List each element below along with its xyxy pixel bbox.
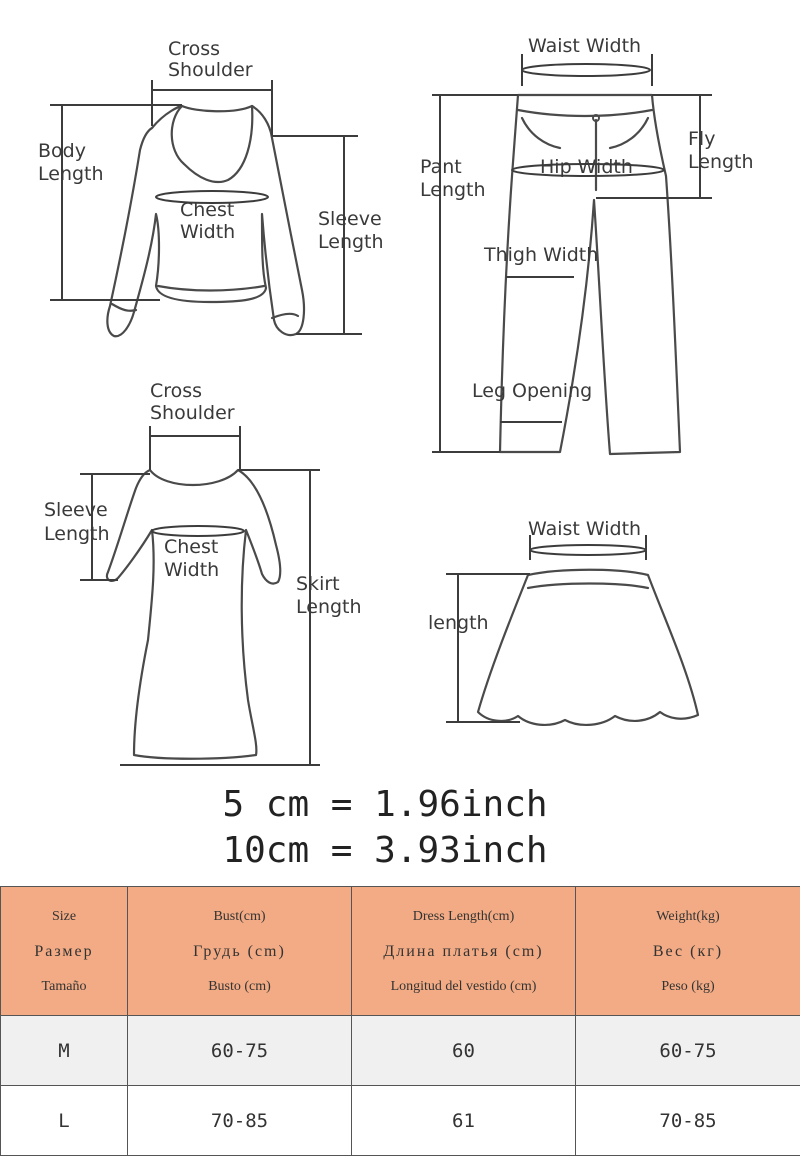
pants-diagram bbox=[420, 35, 754, 454]
pants-length-label-2: Length bbox=[420, 179, 486, 201]
table-row bbox=[1, 1016, 800, 1086]
cell-bust: 60-75 bbox=[128, 1016, 352, 1086]
dress-sleeve-length-label-1: Sleeve bbox=[44, 499, 108, 521]
pants-thigh-width-label: Thigh Width bbox=[484, 244, 599, 266]
header-dress-length-ru: Длина платья (cm) bbox=[383, 942, 544, 960]
pants-waist-ellipse bbox=[522, 64, 650, 76]
dress-skirt-length-label-2: Length bbox=[296, 596, 362, 618]
skirt-length-label: length bbox=[428, 612, 489, 634]
sweater-cross-shoulder-label-1: Cross bbox=[168, 38, 221, 60]
sweater-chest-width-label-1: Chest bbox=[180, 199, 235, 221]
dress-chest-width-label-1: Chest bbox=[164, 536, 219, 558]
table-row bbox=[1, 1086, 800, 1156]
header-dress-length-en: Dress Length(cm) bbox=[412, 908, 515, 924]
header-size-es: Tamaño bbox=[41, 978, 87, 994]
header-size-ru: Размер bbox=[34, 942, 94, 960]
dress-diagram bbox=[44, 380, 362, 765]
sweater-cross-shoulder-label-2: Shoulder bbox=[168, 59, 253, 81]
dress-skirt-length-label-1: Skirt bbox=[296, 573, 340, 595]
pants-fly-length-label-1: Fly bbox=[688, 128, 716, 150]
header-dress-length-es: Longitud del vestido (cm) bbox=[390, 978, 537, 994]
cell-size: L bbox=[1, 1086, 128, 1156]
header-weight-ru: Вес (кг) bbox=[652, 942, 724, 960]
sweater-body-length-label-2: Length bbox=[38, 163, 104, 185]
cell-dress-length: 60 bbox=[352, 1016, 576, 1086]
sweater-sleeve-length-label-1: Sleeve bbox=[318, 208, 382, 230]
skirt-waist-ellipse bbox=[530, 545, 646, 555]
pants-button bbox=[593, 115, 599, 121]
pants-fly-length-label-2: Length bbox=[688, 151, 754, 173]
pants-hip-width-label: Hip Width bbox=[540, 156, 633, 178]
dress-cross-shoulder-label-2: Shoulder bbox=[150, 402, 235, 424]
sweater-sleeve-length-label-2: Length bbox=[318, 231, 384, 253]
header-size-en: Size bbox=[51, 908, 77, 924]
cell-size: M bbox=[1, 1016, 128, 1086]
dress-outline bbox=[107, 470, 280, 759]
header-bust-es: Busto (cm) bbox=[208, 978, 271, 994]
header-bust-en: Bust(cm) bbox=[213, 908, 266, 924]
sweater-cuff-right bbox=[272, 314, 298, 318]
table-header-row bbox=[1, 887, 800, 1016]
dress-chest-width-label-2: Width bbox=[164, 559, 220, 581]
header-weight-en: Weight(kg) bbox=[656, 908, 720, 924]
conversion-line-2: 10cm = 3.93inch bbox=[222, 830, 548, 871]
header-size bbox=[1, 887, 128, 1016]
sweater-chest-width-label-2: Width bbox=[180, 221, 236, 243]
dress-cross-shoulder-label-1: Cross bbox=[150, 380, 203, 402]
sweater-cuff-left bbox=[112, 304, 136, 311]
skirt-outline bbox=[478, 570, 698, 725]
header-weight bbox=[576, 887, 800, 1016]
skirt-diagram bbox=[428, 518, 698, 725]
conversion-line-1: 5 cm = 1.96inch bbox=[222, 784, 548, 825]
pants-leg-opening-label: Leg Opening bbox=[472, 380, 593, 402]
cell-bust: 70-85 bbox=[128, 1086, 352, 1156]
skirt-waistband bbox=[528, 584, 648, 589]
sweater-diagram bbox=[38, 38, 384, 336]
dress-chest-ellipse bbox=[152, 526, 244, 536]
sweater-hem bbox=[158, 286, 264, 291]
header-bust-ru: Грудь (cm) bbox=[193, 942, 286, 960]
header-bust bbox=[128, 887, 352, 1016]
header-weight-es: Peso (kg) bbox=[661, 978, 715, 994]
cell-weight: 60-75 bbox=[576, 1016, 800, 1086]
pants-pocket-left bbox=[522, 118, 560, 148]
sweater-neckline bbox=[172, 106, 253, 182]
size-chart-table bbox=[0, 886, 800, 1156]
pants-pocket-right bbox=[610, 118, 648, 148]
cell-weight: 70-85 bbox=[576, 1086, 800, 1156]
pants-length-label-1: Pant bbox=[420, 156, 462, 178]
dress-sleeve-length-label-2: Length bbox=[44, 523, 110, 545]
unit-conversion bbox=[0, 782, 800, 874]
pants-waistband bbox=[518, 110, 652, 116]
pants-waist-width-label: Waist Width bbox=[528, 35, 642, 57]
skirt-waist-width-label: Waist Width bbox=[528, 518, 642, 540]
header-dress-length bbox=[352, 887, 576, 1016]
cell-dress-length: 61 bbox=[352, 1086, 576, 1156]
sweater-body-length-label-1: Body bbox=[38, 140, 86, 162]
